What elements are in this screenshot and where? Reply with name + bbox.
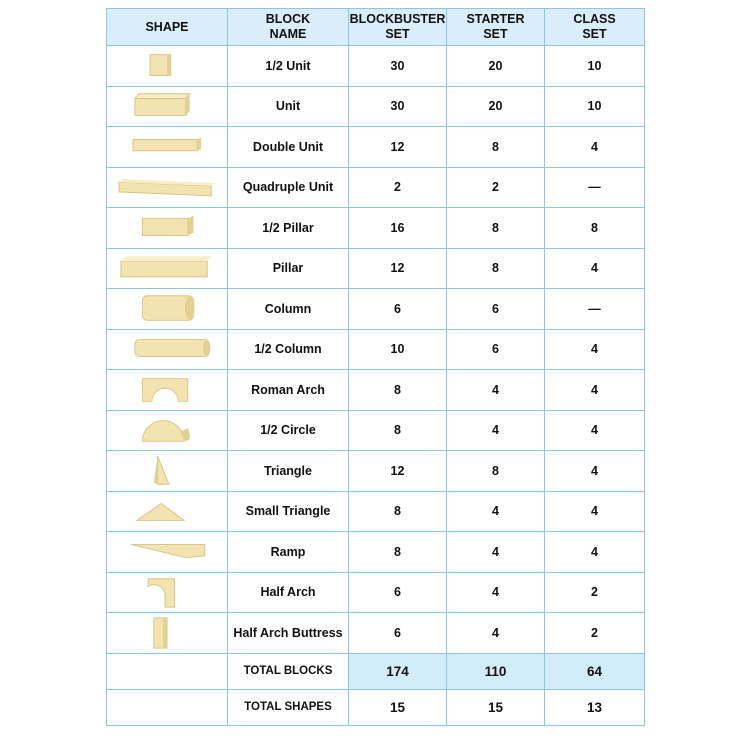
shape-cell [107,532,228,573]
block-name-cell: Small Triangle [228,491,349,532]
shape-cell [107,46,228,87]
starter-count-cell: 8 [447,127,545,168]
header-starter-set: STARTER SET [447,9,545,46]
shape-cell [107,491,228,532]
blockbuster-count-cell: 30 [349,46,447,87]
column-block-icon [117,292,217,326]
class-count-cell: 10 [545,86,645,127]
shape-cell [107,613,228,654]
roman-arch-block-icon [117,373,217,407]
half-column-block-icon [117,332,217,366]
shape-cell [107,410,228,451]
table-row [107,491,645,532]
header-class-set: CLASS SET [545,9,645,46]
table-row [107,370,645,411]
block-name-cell: Unit [228,86,349,127]
starter-count-cell: 4 [447,491,545,532]
total-starter-cell: 110 [447,653,545,689]
block-name-cell: Half Arch [228,572,349,613]
block-name-cell: Column [228,289,349,330]
shape-cell [107,208,228,249]
blockbuster-count-cell: 6 [349,572,447,613]
shape-cell [107,167,228,208]
table-row [107,46,645,87]
total-shape-cell [107,653,228,689]
class-count-cell: 4 [545,370,645,411]
total-row [107,689,645,725]
shape-cell [107,329,228,370]
class-count-cell: 4 [545,329,645,370]
block-name-cell: 1/2 Circle [228,410,349,451]
block-name-cell: Quadruple Unit [228,167,349,208]
class-count-cell: 4 [545,532,645,573]
starter-count-cell: 4 [447,410,545,451]
block-name-cell: 1/2 Unit [228,46,349,87]
ramp-block-icon [117,535,217,569]
small-triangle-block-icon [117,494,217,528]
class-count-cell: 4 [545,410,645,451]
block-name-cell: Triangle [228,451,349,492]
table-row [107,208,645,249]
class-count-cell: 4 [545,127,645,168]
shape-cell [107,451,228,492]
header-blockbuster-set: BLOCKBUSTER SET [349,9,447,46]
shape-cell [107,289,228,330]
total-starter-cell: 15 [447,689,545,725]
blockbuster-count-cell: 8 [349,370,447,411]
half-pillar-block-icon [117,211,217,245]
starter-count-cell: 6 [447,329,545,370]
class-count-cell: 10 [545,46,645,87]
triangle-block-icon [117,454,217,488]
pillar-block-icon [117,251,217,285]
starter-count-cell: 4 [447,532,545,573]
table-row [107,86,645,127]
unit-block-icon [117,89,217,123]
half-arch-buttress-block-icon [117,616,217,650]
total-blockbuster-cell: 174 [349,653,447,689]
shape-cell [107,572,228,613]
class-count-cell: 4 [545,248,645,289]
table-row [107,289,645,330]
starter-count-cell: 8 [447,208,545,249]
total-shape-cell [107,689,228,725]
table-row [107,572,645,613]
block-name-cell: Pillar [228,248,349,289]
starter-count-cell: 4 [447,370,545,411]
blockbuster-count-cell: 2 [349,167,447,208]
starter-count-cell: 8 [447,451,545,492]
table-row [107,127,645,168]
class-count-cell: 2 [545,572,645,613]
blockbuster-count-cell: 12 [349,248,447,289]
total-label-cell: TOTAL BLOCKS [228,653,349,689]
starter-count-cell: 4 [447,572,545,613]
blockbuster-count-cell: 30 [349,86,447,127]
block-name-cell: Ramp [228,532,349,573]
block-name-cell: Half Arch Buttress [228,613,349,654]
shape-cell [107,127,228,168]
starter-count-cell: 4 [447,613,545,654]
starter-count-cell: 20 [447,86,545,127]
blockbuster-count-cell: 12 [349,451,447,492]
table-row [107,329,645,370]
table-row [107,451,645,492]
class-count-cell: 2 [545,613,645,654]
block-name-cell: Roman Arch [228,370,349,411]
blockbuster-count-cell: 8 [349,410,447,451]
header-row [107,9,645,46]
class-count-cell: 4 [545,451,645,492]
blockbuster-count-cell: 16 [349,208,447,249]
blockbuster-count-cell: 12 [349,127,447,168]
table-row [107,532,645,573]
starter-count-cell: 20 [447,46,545,87]
header-block-name: BLOCK NAME [228,9,349,46]
class-count-cell: — [545,167,645,208]
shape-cell [107,370,228,411]
block-name-cell: Double Unit [228,127,349,168]
class-count-cell: — [545,289,645,330]
table-row [107,248,645,289]
starter-count-cell: 6 [447,289,545,330]
shape-cell [107,86,228,127]
table-row [107,613,645,654]
block-name-cell: 1/2 Column [228,329,349,370]
shape-cell [107,248,228,289]
starter-count-cell: 2 [447,167,545,208]
table-row [107,410,645,451]
half-arch-block-icon [117,575,217,609]
block-name-cell: 1/2 Pillar [228,208,349,249]
quadruple-unit-block-icon [117,170,217,204]
class-count-cell: 8 [545,208,645,249]
total-row [107,653,645,689]
table-row [107,167,645,208]
total-class-cell: 64 [545,653,645,689]
block-sets-table [106,8,645,726]
total-class-cell: 13 [545,689,645,725]
half-circle-block-icon [117,413,217,447]
starter-count-cell: 8 [447,248,545,289]
blockbuster-count-cell: 8 [349,532,447,573]
class-count-cell: 4 [545,491,645,532]
double-unit-block-icon [117,130,217,164]
blockbuster-count-cell: 10 [349,329,447,370]
blockbuster-count-cell: 6 [349,289,447,330]
blockbuster-count-cell: 8 [349,491,447,532]
total-label-cell: TOTAL SHAPES [228,689,349,725]
header-shape: SHAPE [107,9,228,46]
blockbuster-count-cell: 6 [349,613,447,654]
total-blockbuster-cell: 15 [349,689,447,725]
half-unit-block-icon [117,49,217,83]
